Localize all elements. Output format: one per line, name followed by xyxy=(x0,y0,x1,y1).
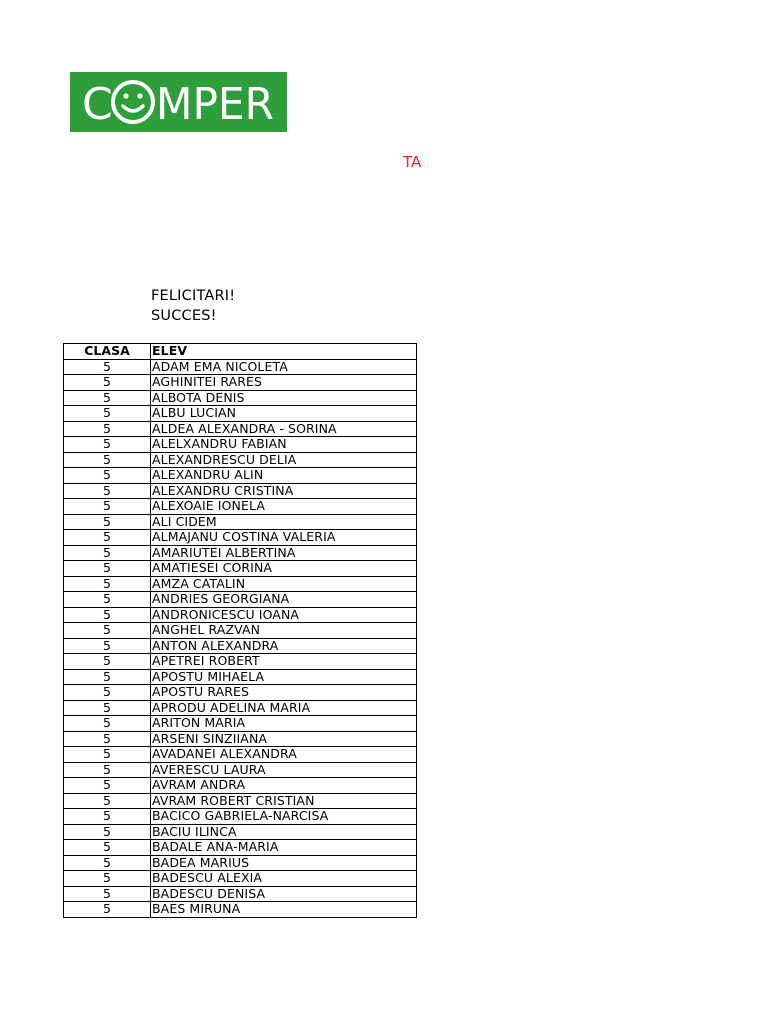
class-cell: 5 xyxy=(64,359,151,375)
table-row xyxy=(64,824,417,840)
table-row xyxy=(64,685,417,701)
table-row xyxy=(64,902,417,918)
congratulations-text: FELICITARI! xyxy=(151,288,236,304)
class-cell: 5 xyxy=(64,406,151,422)
class-cell: 5 xyxy=(64,421,151,437)
success-text: SUCCES! xyxy=(151,308,217,324)
student-name-cell: ALEXANDRESCU DELIA xyxy=(151,452,417,468)
table-row xyxy=(64,809,417,825)
table-row xyxy=(64,747,417,763)
table-row xyxy=(64,669,417,685)
class-cell: 5 xyxy=(64,700,151,716)
table-row xyxy=(64,576,417,592)
table-row xyxy=(64,638,417,654)
class-cell: 5 xyxy=(64,840,151,856)
table-row xyxy=(64,886,417,902)
student-name-cell: APRODU ADELINA MARIA xyxy=(151,700,417,716)
student-name-cell: ALI CIDEM xyxy=(151,514,417,530)
table-row xyxy=(64,437,417,453)
table-row xyxy=(64,654,417,670)
table-row xyxy=(64,406,417,422)
student-name-cell: ALDEA ALEXANDRA - SORINA xyxy=(151,421,417,437)
class-cell: 5 xyxy=(64,545,151,561)
class-cell: 5 xyxy=(64,452,151,468)
student-name-cell: ALBOTA DENIS xyxy=(151,390,417,406)
class-cell: 5 xyxy=(64,514,151,530)
comper-logo-graphic xyxy=(70,72,287,132)
student-name-cell: AGHINITEI RARES xyxy=(151,375,417,391)
column-header-student: ELEV xyxy=(151,344,417,360)
clipped-page-title: TA xyxy=(403,153,422,171)
class-cell: 5 xyxy=(64,638,151,654)
class-cell: 5 xyxy=(64,375,151,391)
smiley-face-icon xyxy=(113,82,153,122)
class-cell: 5 xyxy=(64,468,151,484)
table-row xyxy=(64,700,417,716)
class-cell: 5 xyxy=(64,669,151,685)
table-row xyxy=(64,716,417,732)
table-row xyxy=(64,452,417,468)
student-name-cell: AVRAM ROBERT CRISTIAN xyxy=(151,793,417,809)
class-cell: 5 xyxy=(64,483,151,499)
class-cell: 5 xyxy=(64,902,151,918)
class-cell: 5 xyxy=(64,623,151,639)
table-row xyxy=(64,390,417,406)
class-cell: 5 xyxy=(64,576,151,592)
class-cell: 5 xyxy=(64,886,151,902)
student-name-cell: AVADANEI ALEXANDRA xyxy=(151,747,417,763)
table-row xyxy=(64,530,417,546)
table-row xyxy=(64,499,417,515)
class-cell: 5 xyxy=(64,809,151,825)
student-name-cell: ALEXANDRU CRISTINA xyxy=(151,483,417,499)
student-name-cell: BADESCU ALEXIA xyxy=(151,871,417,887)
class-cell: 5 xyxy=(64,607,151,623)
student-name-cell: ARSENI SINZIIANA xyxy=(151,731,417,747)
class-cell: 5 xyxy=(64,654,151,670)
table-row xyxy=(64,421,417,437)
table-row xyxy=(64,359,417,375)
table-row xyxy=(64,762,417,778)
class-cell: 5 xyxy=(64,824,151,840)
class-cell: 5 xyxy=(64,592,151,608)
logo-letters-mper: MPER xyxy=(156,79,274,130)
table-row xyxy=(64,483,417,499)
student-name-cell: APOSTU RARES xyxy=(151,685,417,701)
student-name-cell: ANTON ALEXANDRA xyxy=(151,638,417,654)
table-row xyxy=(64,514,417,530)
logo-letter-c: C xyxy=(82,79,113,130)
class-cell: 5 xyxy=(64,390,151,406)
class-cell: 5 xyxy=(64,747,151,763)
class-cell: 5 xyxy=(64,685,151,701)
student-name-cell: AMARIUTEI ALBERTINA xyxy=(151,545,417,561)
class-cell: 5 xyxy=(64,871,151,887)
table-body xyxy=(64,359,417,917)
class-cell: 5 xyxy=(64,716,151,732)
table-row xyxy=(64,840,417,856)
student-name-cell: ALMAJANU COSTINA VALERIA xyxy=(151,530,417,546)
table-row xyxy=(64,778,417,794)
class-cell: 5 xyxy=(64,437,151,453)
student-name-cell: BACICO GABRIELA-NARCISA xyxy=(151,809,417,825)
table-row xyxy=(64,561,417,577)
student-name-cell: BACIU ILINCA xyxy=(151,824,417,840)
class-cell: 5 xyxy=(64,499,151,515)
class-cell: 5 xyxy=(64,762,151,778)
student-name-cell: APETREI ROBERT xyxy=(151,654,417,670)
student-name-cell: ALBU LUCIAN xyxy=(151,406,417,422)
student-name-cell: BADEA MARIUS xyxy=(151,855,417,871)
table-row xyxy=(64,468,417,484)
class-cell: 5 xyxy=(64,530,151,546)
student-name-cell: BADALE ANA-MARIA xyxy=(151,840,417,856)
student-name-cell: ALEXANDRU ALIN xyxy=(151,468,417,484)
student-table xyxy=(63,343,417,918)
student-name-cell: AMATIESEI CORINA xyxy=(151,561,417,577)
class-cell: 5 xyxy=(64,778,151,794)
table-row xyxy=(64,607,417,623)
student-name-cell: AMZA CATALIN xyxy=(151,576,417,592)
class-cell: 5 xyxy=(64,731,151,747)
student-name-cell: BADESCU DENISA xyxy=(151,886,417,902)
table-row xyxy=(64,592,417,608)
table-row xyxy=(64,545,417,561)
table-row xyxy=(64,623,417,639)
student-name-cell: ANDRONICESCU IOANA xyxy=(151,607,417,623)
student-name-cell: ADAM EMA NICOLETA xyxy=(151,359,417,375)
student-name-cell: ALELXANDRU FABIAN xyxy=(151,437,417,453)
class-cell: 5 xyxy=(64,855,151,871)
class-cell: 5 xyxy=(64,561,151,577)
class-cell: 5 xyxy=(64,793,151,809)
table-row xyxy=(64,793,417,809)
student-name-cell: ANGHEL RAZVAN xyxy=(151,623,417,639)
comper-logo xyxy=(70,72,287,132)
student-name-cell: BAES MIRUNA xyxy=(151,902,417,918)
student-name-cell: AVERESCU LAURA xyxy=(151,762,417,778)
table-header-row xyxy=(64,344,417,360)
student-name-cell: ANDRIES GEORGIANA xyxy=(151,592,417,608)
table-row xyxy=(64,855,417,871)
student-name-cell: APOSTU MIHAELA xyxy=(151,669,417,685)
table-row xyxy=(64,871,417,887)
student-name-cell: ARITON MARIA xyxy=(151,716,417,732)
table-row xyxy=(64,731,417,747)
column-header-class: CLASA xyxy=(64,344,151,360)
student-name-cell: AVRAM ANDRA xyxy=(151,778,417,794)
table-row xyxy=(64,375,417,391)
student-name-cell: ALEXOAIE IONELA xyxy=(151,499,417,515)
